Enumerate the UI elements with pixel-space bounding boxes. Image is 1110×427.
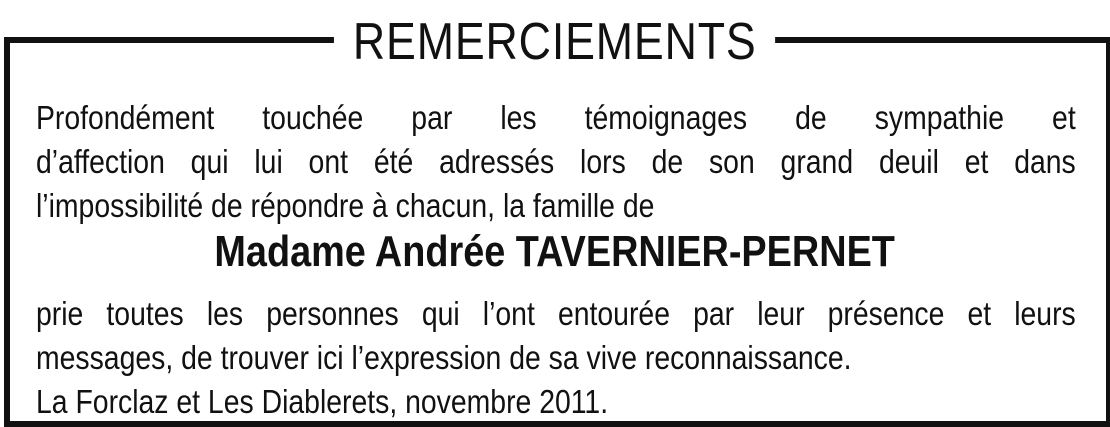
closing-line-2: messages, de trouver ici l’expression de sa vive reconnaissance.: [36, 339, 852, 376]
intro-line-1: Profondément touchée par les témoignages de sympathie et: [36, 99, 1076, 136]
deceased-name-heading: [0, 224, 1110, 280]
intro-line-3: l’impossibilité de répondre à chacun, la famille de: [36, 187, 655, 224]
place-date-line: La Forclaz et Les Diablerets, novembre 2011.: [36, 383, 609, 420]
thanks-paragraph-intro: [36, 96, 1076, 228]
closing-line-1: prie toutes les personnes qui l’ont entourée par leur présence et leurs: [36, 295, 1076, 332]
intro-line-2: d’affection qui lui ont été adressés lors de son grand deuil et dans: [36, 143, 1076, 180]
thanks-paragraph-closing: [36, 292, 1076, 424]
deceased-name: Madame Andrée TAVERNIER-PERNET: [214, 227, 896, 276]
notice-title: REMERCIEMENTS: [334, 12, 776, 80]
